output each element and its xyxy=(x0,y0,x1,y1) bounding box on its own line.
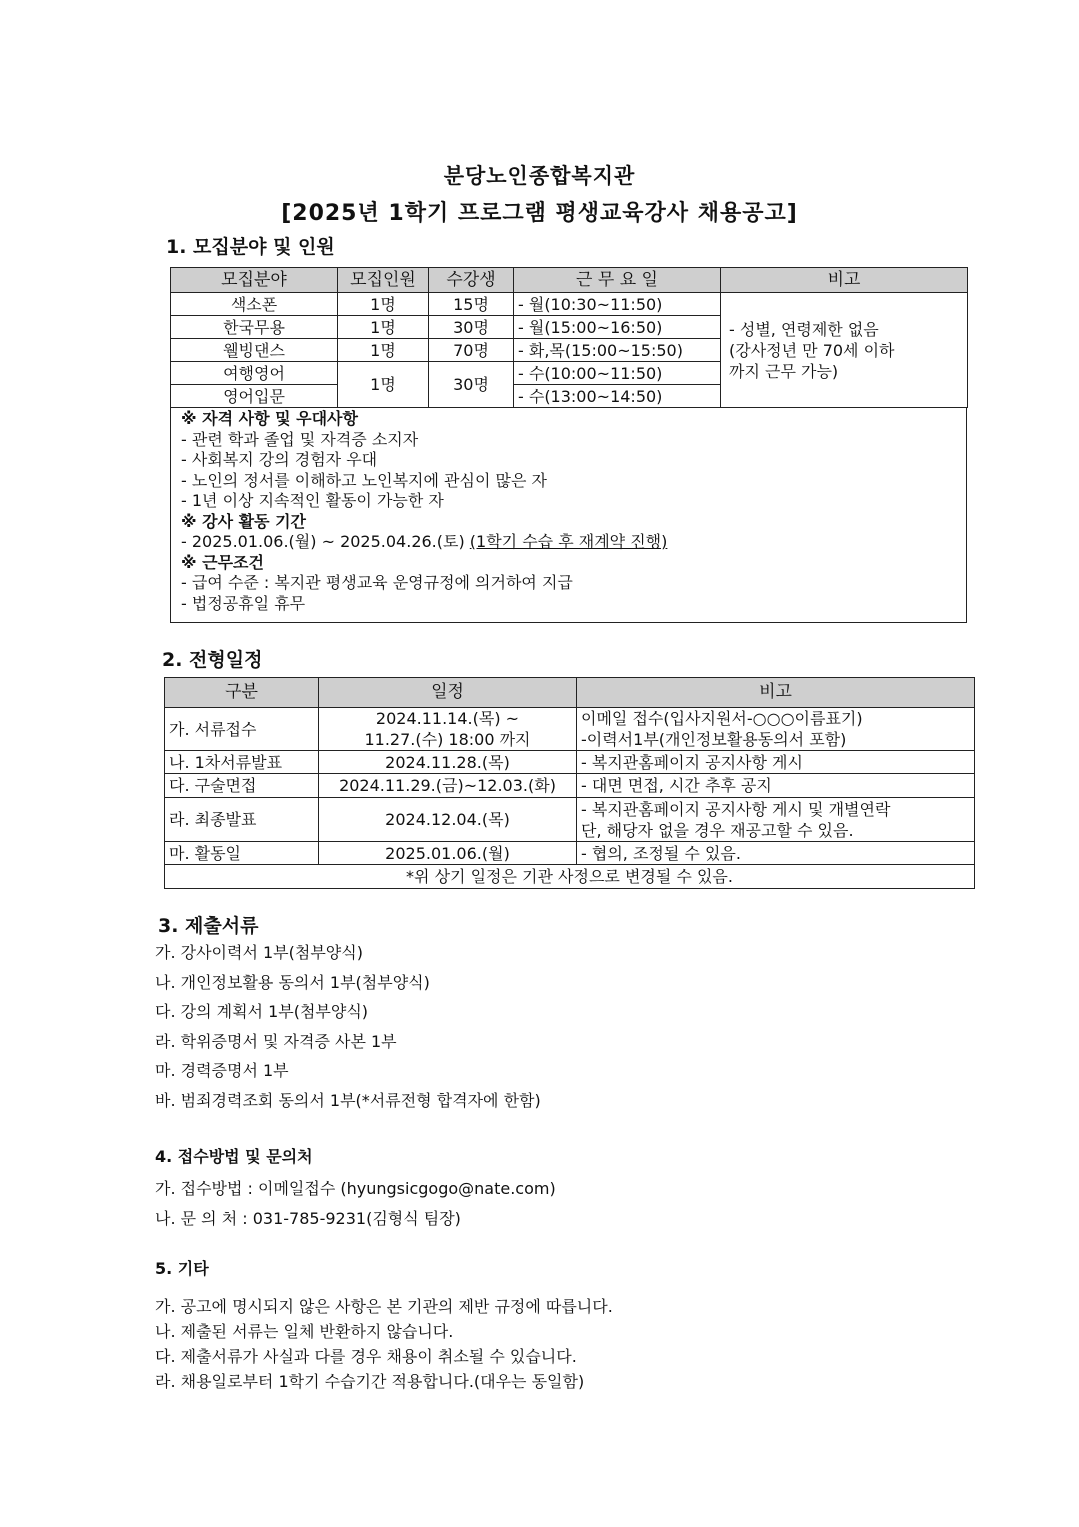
recruit-remark xyxy=(721,293,968,408)
recruit-field: 웰빙댄스 xyxy=(171,339,338,362)
recruit-days: - 월(15:00~16:50) xyxy=(514,316,721,339)
qualification-item: - 사회복지 강의 경험자 우대 xyxy=(181,450,378,469)
list-item: 바. 범죄경력조회 동의서 1부(*서류전형 합격자에 한함) xyxy=(155,1090,541,1110)
table-row xyxy=(165,774,975,798)
period-title: ※ 강사 활동 기간 xyxy=(181,511,307,531)
schedule-note: - 협의, 조정될 수 있음. xyxy=(577,842,975,865)
section4-heading: 4. 접수방법 및 문의처 xyxy=(155,1147,313,1166)
condition-title: ※ 근무조건 xyxy=(181,552,264,572)
recruit-days: - 수(10:00~11:50) xyxy=(514,362,721,385)
table-row xyxy=(165,842,975,865)
table-row xyxy=(165,708,975,751)
qualification-item: - 노인의 정서를 이해하고 노인복지에 관심이 많은 자 xyxy=(181,470,547,490)
document-title: 분당노인종합복지관 xyxy=(443,164,636,188)
list-item: 다. 강의 계획서 1부(첨부양식) xyxy=(155,1002,369,1021)
schedule-header-date: 일정 xyxy=(319,678,577,708)
remark-line: - 성별, 연령제한 없음 xyxy=(729,319,879,339)
list-item: 다. 제출서류가 사실과 다를 경우 채용이 취소될 수 있습니다. xyxy=(155,1347,577,1366)
list-item: 마. 경력증명서 1부 xyxy=(155,1061,289,1080)
schedule-note: - 복지관홈페이지 공지사항 게시 xyxy=(577,751,975,774)
schedule-stage: 라. 최종발표 xyxy=(165,798,319,842)
qualification-item: - 1년 이상 지속적인 활동이 가능한 자 xyxy=(181,491,444,510)
schedule-header-note: 비고 xyxy=(577,678,975,708)
recruit-header-remark: 비고 xyxy=(721,268,968,293)
schedule-note xyxy=(577,708,975,751)
list-item: 가. 접수방법 : 이메일접수 (hyungsicgogo@nate.com) xyxy=(155,1179,556,1198)
recruit-days: - 수(13:00~14:50) xyxy=(514,385,721,408)
recruit-header-days: 근 무 요 일 xyxy=(514,268,721,293)
schedule-date: 2024.12.04.(목) xyxy=(319,798,577,842)
recruit-count: 1명 xyxy=(338,293,429,316)
recruit-days: - 화,목(15:00~15:50) xyxy=(514,339,721,362)
list-item: 나. 문 의 처 : 031-785-9231(김형식 팀장) xyxy=(155,1208,461,1228)
recruit-header-field: 모집분야 xyxy=(171,268,338,293)
remark-line: (강사정년 만 70세 이하 xyxy=(729,340,895,360)
table-row xyxy=(165,751,975,774)
recruit-count: 1명 xyxy=(338,339,429,362)
recruit-table xyxy=(170,267,968,408)
schedule-footnote: *위 상기 일정은 기관 사정으로 변경될 수 있음. xyxy=(165,865,975,889)
recruit-students: 30명 xyxy=(429,362,514,408)
schedule-date: 2025.01.06.(월) xyxy=(319,842,577,865)
documents-list xyxy=(155,940,541,1117)
condition-item: - 급여 수준 : 복지관 평생교육 운영규정에 의거하여 지급 xyxy=(181,573,573,592)
recruit-field: 한국무용 xyxy=(171,316,338,339)
list-item: 가. 공고에 명시되지 않은 사항은 본 기관의 제반 규정에 따릅니다. xyxy=(155,1297,613,1316)
table-row xyxy=(171,293,968,316)
list-item: 나. 제출된 서류는 일체 반환하지 않습니다. xyxy=(155,1322,454,1341)
schedule-date-line: 11.27.(수) 18:00 까지 xyxy=(364,730,531,749)
qualification-title: ※ 자격 사항 및 우대사항 xyxy=(181,409,358,428)
recruit-count: 1명 xyxy=(338,362,429,408)
recruit-field: 영어입문 xyxy=(171,385,338,408)
schedule-date-line: 2024.11.14.(목) ~ xyxy=(375,709,520,728)
etc-list xyxy=(155,1294,613,1394)
period-note: (1학기 수습 후 재계약 진행) xyxy=(469,532,668,551)
table-row xyxy=(165,865,975,889)
schedule-note-line: 이메일 접수(입사지원서-○○○이름표기) xyxy=(581,709,863,728)
schedule-date xyxy=(319,708,577,751)
recruit-header-students: 수강생 xyxy=(429,268,514,293)
recruit-students: 30명 xyxy=(429,316,514,339)
section5-heading: 5. 기타 xyxy=(155,1259,209,1278)
section2-heading: 2. 전형일정 xyxy=(162,649,263,671)
schedule-note: - 대면 면접, 시간 추후 공지 xyxy=(577,774,975,798)
schedule-note xyxy=(577,798,975,842)
contact-list xyxy=(155,1176,556,1235)
period-text: - 2025.01.06.(월) ~ 2025.04.26.(토) xyxy=(181,532,470,551)
schedule-note-line: - 복지관홈페이지 공지사항 게시 및 개별연락 xyxy=(581,799,891,819)
recruit-students: 70명 xyxy=(429,339,514,362)
schedule-stage: 다. 구술면접 xyxy=(165,774,319,798)
period-line xyxy=(181,532,960,553)
condition-item: - 법정공휴일 휴무 xyxy=(181,593,306,613)
list-item: 나. 개인정보활용 동의서 1부(첨부양식) xyxy=(155,972,430,992)
schedule-table xyxy=(164,677,975,889)
schedule-stage: 가. 서류접수 xyxy=(165,708,319,751)
section3-heading: 3. 제출서류 xyxy=(158,915,259,937)
table-row xyxy=(165,798,975,842)
schedule-stage: 나. 1차서류발표 xyxy=(165,751,319,774)
schedule-date: 2024.11.29.(금)~12.03.(화) xyxy=(319,774,577,798)
schedule-header-stage: 구분 xyxy=(165,678,319,708)
recruit-field: 여행영어 xyxy=(171,362,338,385)
recruit-days: - 월(10:30~11:50) xyxy=(514,293,721,316)
schedule-stage: 마. 활동일 xyxy=(165,842,319,865)
list-item: 가. 강사이력서 1부(첨부양식) xyxy=(155,943,363,962)
recruit-header-count: 모집인원 xyxy=(338,268,429,293)
schedule-note-line: -이력서1부(개인정보활용동의서 포함) xyxy=(581,730,847,749)
list-item: 라. 채용일로부터 1학기 수습기간 적용합니다.(대우는 동일함) xyxy=(155,1372,585,1391)
recruit-notes xyxy=(170,407,967,623)
recruit-students: 15명 xyxy=(429,293,514,316)
schedule-date: 2024.11.28.(목) xyxy=(319,751,577,774)
remark-line: 까지 근무 가능) xyxy=(729,361,839,381)
list-item: 라. 학위증명서 및 자격증 사본 1부 xyxy=(155,1031,397,1051)
recruit-count: 1명 xyxy=(338,316,429,339)
qualification-item: - 관련 학과 졸업 및 자격증 소지자 xyxy=(181,429,419,449)
section1-heading: 1. 모집분야 및 인원 xyxy=(166,236,335,258)
schedule-note-line: 단, 해당자 없을 경우 재공고할 수 있음. xyxy=(581,820,854,840)
recruit-field: 색소폰 xyxy=(171,293,338,316)
document-subtitle: [2025년 1학기 프로그램 평생교육강사 채용공고] xyxy=(281,201,798,226)
